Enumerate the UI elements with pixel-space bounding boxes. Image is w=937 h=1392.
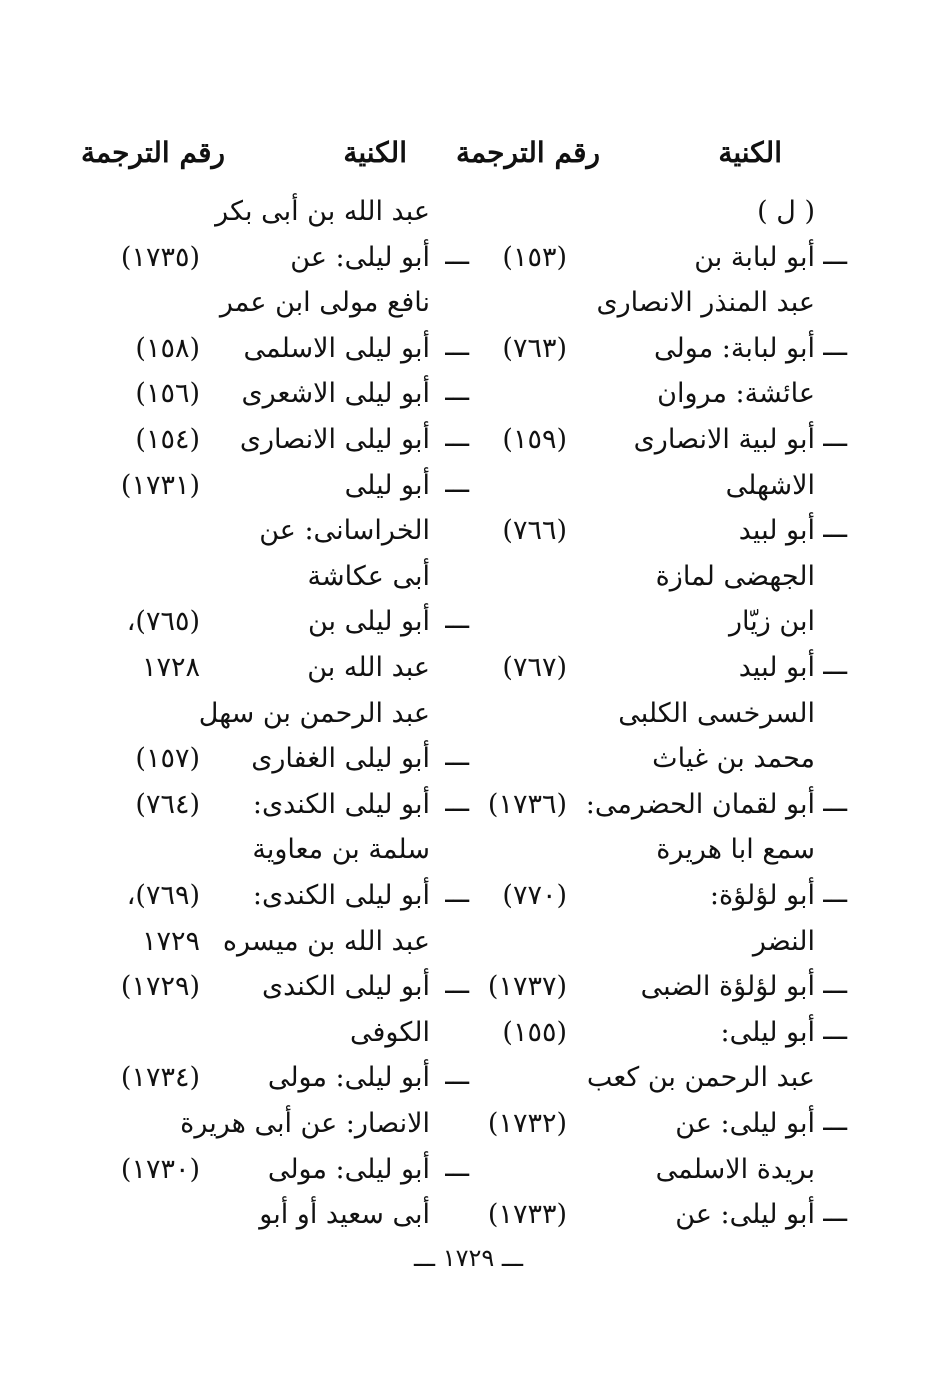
kunya-text: الانصار: عن أبى هريرة <box>180 1108 430 1139</box>
kunya-text: أبو ليلى الانصارى <box>239 424 430 455</box>
entry-dash: ـــ <box>823 239 847 271</box>
entry-number: (١٧٣٥) <box>120 241 200 273</box>
entry-dash: ـــ <box>823 1014 847 1046</box>
entry-dash: ـــ <box>445 741 469 773</box>
kunya-text: عبد الرحمن بن سهل <box>198 697 430 729</box>
entry-dash: ـــ <box>823 786 847 818</box>
kunya-text: عبد الله بن ميسره <box>222 925 430 957</box>
header-left-kunya: الكنية <box>343 136 407 169</box>
entry-number: (١٥٩) <box>502 424 567 455</box>
entry-dash: ـــ <box>823 1197 847 1229</box>
kunya-text: عبد الله بن أبى بكر <box>215 196 430 227</box>
kunya-text: عبد المنذر الانصارى <box>596 287 815 319</box>
entry-number: (١٥٣) <box>502 241 567 273</box>
left-entry-line <box>0 234 937 280</box>
left-entry-line <box>0 462 937 508</box>
kunya-text: عبد الرحمن بن كعب <box>586 1062 815 1094</box>
entry-number: (١٧٣٦) <box>487 788 567 820</box>
left-entry-line <box>0 963 937 1009</box>
entry-dash: ـــ <box>445 330 469 362</box>
left-entry-line <box>0 1146 937 1192</box>
kunya-text: أبو لؤلؤة الضبى <box>640 971 815 1003</box>
left-entry-line <box>0 781 937 827</box>
kunya-text: النضر <box>752 925 815 957</box>
entry-dash: ـــ <box>823 878 847 909</box>
kunya-text: عائشة: مروان <box>657 378 815 410</box>
header-left-number: رقم الترجمة <box>80 136 225 169</box>
kunya-text: أبو ليلى: عن <box>290 241 430 273</box>
left-entry-line <box>0 1054 937 1100</box>
left-entry-line <box>0 1100 937 1146</box>
entry-dash: ـــ <box>445 786 469 818</box>
entry-dash: ـــ <box>445 422 469 453</box>
left-entry-line <box>0 598 937 644</box>
entry-dash: ـــ <box>445 878 469 909</box>
entry-number: (١٧٣٧) <box>487 971 567 1003</box>
kunya-text: ابن زيّار <box>729 606 815 638</box>
entry-dash: ـــ <box>445 376 469 408</box>
entry-number: (١٧٣٢) <box>487 1108 567 1139</box>
kunya-text: أبو لبابة: مولى <box>654 332 815 364</box>
entry-number: ١٧٢٩ <box>141 925 200 957</box>
kunya-text: أبو ليلى <box>344 469 430 501</box>
kunya-text: أبو ليلى الاسلمى <box>243 332 430 364</box>
entry-number: (٧٦٣) <box>502 332 567 364</box>
entry-dash: ـــ <box>445 239 469 271</box>
entry-number: (٧٦٧) <box>502 652 567 683</box>
kunya-text: أبو لؤلؤة: <box>709 880 815 911</box>
kunya-text: أبو ليلى الكندى <box>261 971 430 1003</box>
left-entry-line <box>0 735 937 781</box>
kunya-text: أبو ليلى: مولى <box>267 1062 430 1094</box>
kunya-text: السرخسى الكلبى <box>618 697 815 729</box>
entry-number: (٧٦٦) <box>502 515 567 547</box>
page-number: ـــ ١٧٢٩ ـــ <box>413 1244 524 1272</box>
left-entry-line <box>0 918 937 964</box>
entry-number: (١٧٣٤) <box>120 1062 200 1094</box>
entry-dash: ـــ <box>823 969 847 1001</box>
kunya-text: محمد بن غياث <box>652 743 815 775</box>
entry-number: (١٧٣٣) <box>487 1199 567 1231</box>
kunya-text: ( ل ) <box>757 196 815 227</box>
entry-number: (٧٦٥)، <box>126 606 200 638</box>
left-entry-line <box>0 507 937 553</box>
left-entry-line <box>0 1191 937 1237</box>
entry-number: (١٥٥) <box>502 1016 567 1048</box>
kunya-text: أبو لبيد <box>738 652 815 683</box>
entry-number: (٧٦٩)، <box>126 880 200 911</box>
entry-number: (١٧٣٠) <box>120 1153 200 1185</box>
entry-dash: ـــ <box>823 650 847 681</box>
kunya-text: أبو ليلى الغفارى <box>251 743 430 775</box>
entry-dash: ـــ <box>445 467 469 499</box>
kunya-text: أبو لبابة بن <box>694 241 815 273</box>
kunya-text: أبو ليلى الكندى: <box>252 880 430 911</box>
entry-number: (١٧٢٩) <box>120 971 200 1003</box>
entry-number: (١٥٦) <box>135 378 200 410</box>
left-entry-line <box>0 644 937 690</box>
entry-number: (١٥٧) <box>135 743 200 775</box>
kunya-text: أبو ليلى الاشعرى <box>241 378 430 410</box>
header-right-kunya: الكنية <box>718 136 782 169</box>
entry-dash: ـــ <box>445 1060 469 1092</box>
kunya-text: أبو ليلى: عن <box>675 1108 815 1139</box>
kunya-text: أبى عكاشة <box>307 560 430 592</box>
left-entry-line <box>0 690 937 736</box>
entry-number: ١٧٢٨ <box>141 652 200 683</box>
kunya-text: سلمة بن معاوية <box>252 834 430 866</box>
left-entry-line <box>0 826 937 872</box>
kunya-text: أبو ليلى: عن <box>675 1199 815 1231</box>
entry-dash: ـــ <box>445 1151 469 1183</box>
kunya-text: أبو ليلى: <box>720 1016 815 1048</box>
kunya-text: سمع ابا هريرة <box>656 834 815 866</box>
kunya-text: أبو لقمان الحضرمى: <box>585 788 815 820</box>
left-entry-line <box>0 1009 937 1055</box>
kunya-text: الاشهلى <box>725 469 815 501</box>
entry-number: (١٥٨) <box>135 332 200 364</box>
kunya-text: الكوفى <box>350 1016 430 1048</box>
entry-number: (٧٧٠) <box>502 880 567 911</box>
left-entry-line <box>0 188 937 234</box>
kunya-text: أبو ليلى بن <box>307 606 430 638</box>
kunya-text: أبو لبية الانصارى <box>633 424 815 455</box>
entry-dash: ـــ <box>823 330 847 362</box>
entry-number: (٧٦٤) <box>135 788 200 820</box>
entry-dash: ـــ <box>823 513 847 545</box>
kunya-text: أبى سعيد أو أبو <box>259 1199 430 1231</box>
kunya-text: نافع مولى ابن عمر <box>219 287 430 319</box>
entry-number: (١٥٤) <box>135 424 200 455</box>
left-entry-line <box>0 325 937 371</box>
kunya-text: الخراسانى: عن <box>259 515 430 547</box>
kunya-text: عبد الله بن <box>307 652 430 683</box>
entry-dash: ـــ <box>445 969 469 1001</box>
left-entry-line <box>0 370 937 416</box>
left-entry-line <box>0 872 937 918</box>
left-entry-line <box>0 553 937 599</box>
kunya-text: الجهضى لمازة <box>655 560 815 592</box>
entry-dash: ـــ <box>823 422 847 453</box>
left-entry-line <box>0 416 937 462</box>
kunya-text: أبو ليلى الكندى: <box>252 788 430 820</box>
header-right-number: رقم الترجمة <box>455 136 600 169</box>
entry-dash: ـــ <box>445 604 469 636</box>
entry-number: (١٧٣١) <box>120 469 200 501</box>
kunya-text: بريدة الاسلمى <box>655 1153 815 1185</box>
kunya-text: أبو ليلى: مولى <box>267 1153 430 1185</box>
left-entry-line <box>0 279 937 325</box>
kunya-text: أبو لبيد <box>738 515 815 547</box>
entry-dash: ـــ <box>823 1106 847 1137</box>
